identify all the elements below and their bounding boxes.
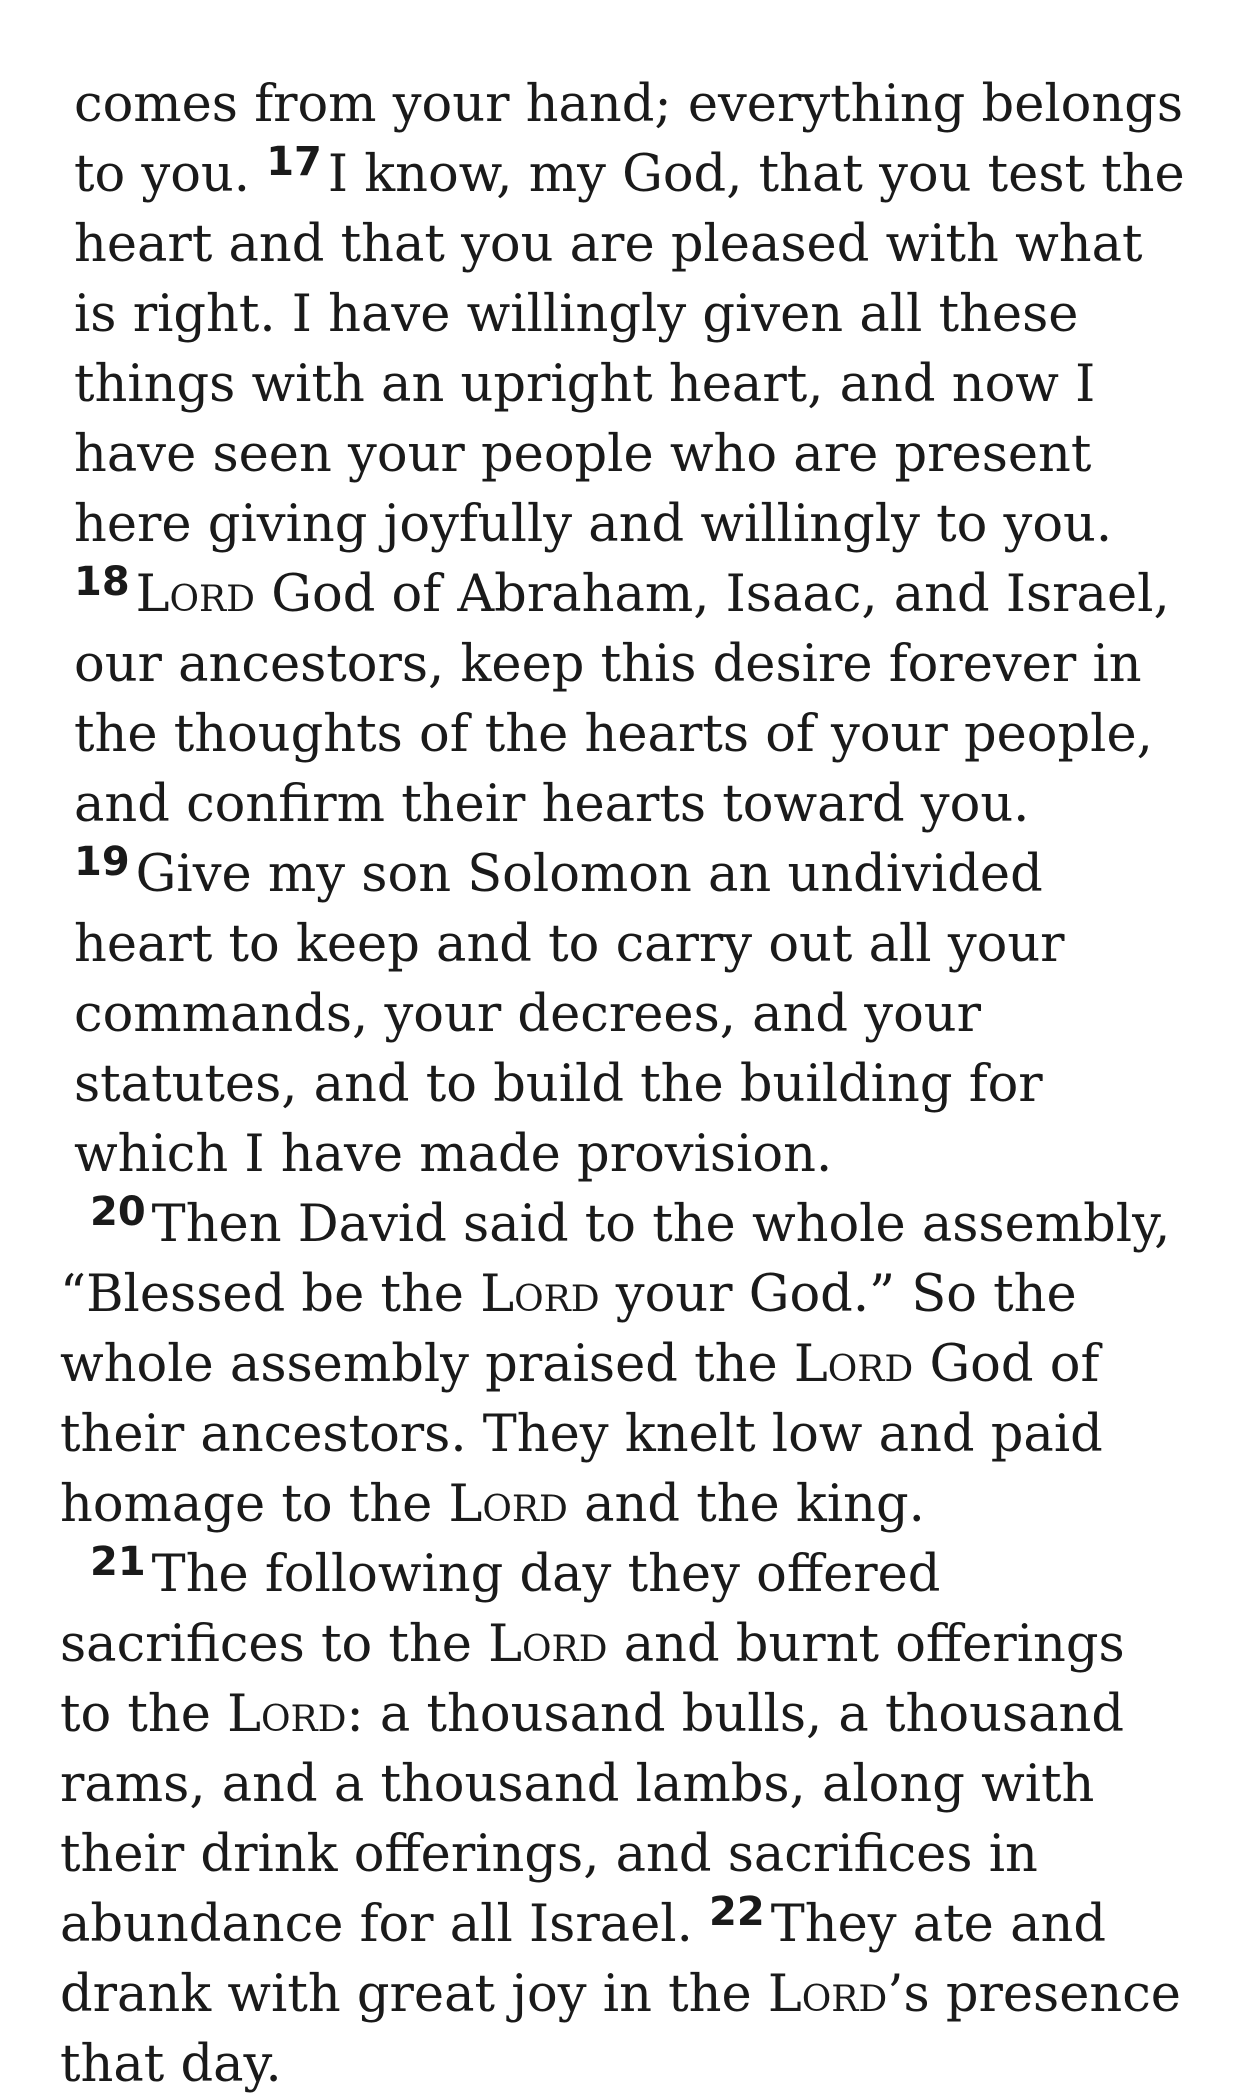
paragraph-verses-21-22 <box>60 1540 1192 2100</box>
paragraph-verses-16-19 <box>60 70 1192 1190</box>
verse-text: your God.” So the whole assembly praised the <box>60 1265 1077 1394</box>
verse-text: ’s presence that day. <box>60 1965 1181 2094</box>
verse-number-19[interactable]: 19 <box>74 839 130 885</box>
verse-text: Give my son Solomon an undivided heart to keep and to carry out all your commands, your decrees, and your statutes, and to build the building for which I have made provision. <box>74 845 1065 1184</box>
divine-name: Lord <box>480 1265 600 1324</box>
verse-text: God of Abraham, Isaac, and Israel, our ancestors, keep this desire forever in the thoughts of the hearts of your people, and confirm their hearts toward you. <box>74 565 1170 834</box>
verse-text: : a thousand bulls, a thousand rams, and a thousand lambs, along with their drink offerings, and sacrifices in abundance for all Israel. <box>60 1685 1124 1954</box>
paragraph-verse-20 <box>60 1190 1192 1540</box>
verse-text: Then David said to the whole assembly, “Blessed be the <box>60 1195 1171 1324</box>
verse-number-20[interactable]: 20 <box>90 1189 146 1235</box>
divine-name: Lord <box>135 565 256 624</box>
divine-name: Lord <box>767 1965 888 2024</box>
verse-text: I know, my God, that you test the heart and that you are pleased with what is right. I have willingly given all these things with an upright heart, and now I have seen your people who are present here giving joyfully and willingly to you. <box>74 145 1185 554</box>
verse-text: God of their ancestors. They knelt low and paid homage to the <box>60 1335 1103 1534</box>
divine-name: Lord <box>793 1335 914 1394</box>
divine-name: Lord <box>448 1475 568 1534</box>
verse-text: and burnt offerings to the <box>60 1615 1125 1744</box>
verse-text: comes from your hand; everything belongs to you. <box>74 75 1184 204</box>
verse-number-17[interactable]: 17 <box>266 139 322 185</box>
verse-text: They ate and drank with great joy in the <box>60 1895 1106 2024</box>
verse-number-18[interactable]: 18 <box>74 559 130 605</box>
verse-text: and the king. <box>567 1475 925 1534</box>
verse-text: The following day they offered sacrifices to the <box>60 1545 941 1674</box>
divine-name: Lord <box>227 1685 347 1744</box>
verse-number-22[interactable]: 22 <box>709 1889 765 1935</box>
verse-number-21[interactable]: 21 <box>90 1539 146 1585</box>
divine-name: Lord <box>488 1615 608 1674</box>
